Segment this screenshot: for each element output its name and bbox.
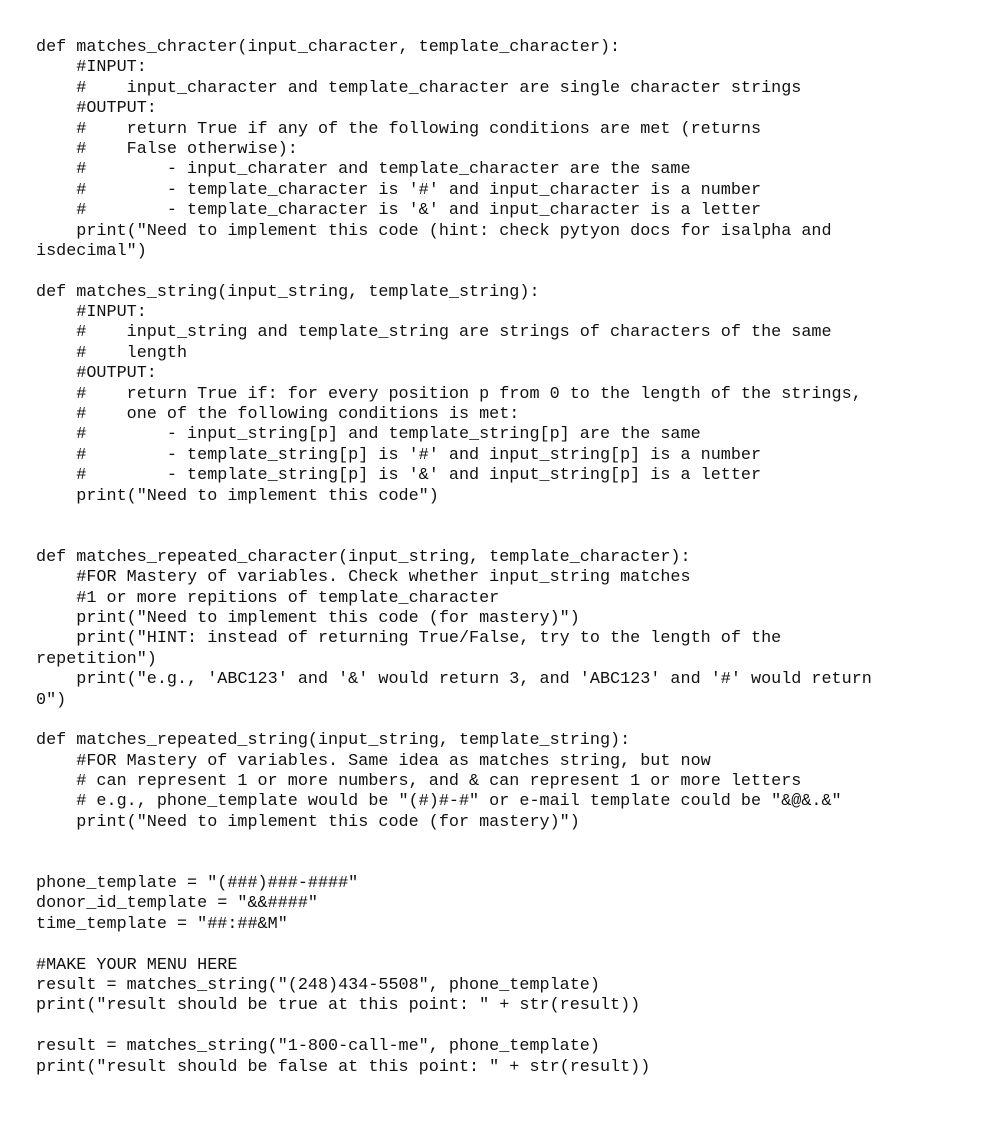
code-line: #OUTPUT: xyxy=(36,99,157,119)
code-line: print("Need to implement this code (for mastery)") xyxy=(36,608,580,628)
code-line: # - template_character is '&' and input_character is a letter xyxy=(36,201,762,221)
code-line: # can represent 1 or more numbers, and & can represent 1 or more letters xyxy=(36,772,802,792)
code-line: #MAKE YOUR MENU HERE xyxy=(36,955,238,975)
code-line xyxy=(36,527,872,547)
code-line: print("Need to implement this code (hint: check pytyon docs for isalpha and xyxy=(36,221,832,241)
code-line: time_template = "##:##&M" xyxy=(36,914,288,934)
code-line: print("HINT: instead of returning True/False, try to the length of the xyxy=(36,629,782,649)
code-line: #OUTPUT: xyxy=(36,364,157,384)
code-line: # e.g., phone_template would be "(#)#-#" or e-mail template could be "&@&.&" xyxy=(36,792,842,812)
code-line: # input_character and template_character are single character strings xyxy=(36,78,802,98)
code-line xyxy=(36,262,872,282)
code-line: def matches_repeated_character(input_string, template_character): xyxy=(36,547,691,567)
code-line: # - template_string[p] is '#' and input_string[p] is a number xyxy=(36,445,762,465)
code-line: print("Need to implement this code") xyxy=(36,486,439,506)
code-line: # input_string and template_string are strings of characters of the same xyxy=(36,323,832,343)
code-line: # - template_character is '#' and input_character is a number xyxy=(36,180,762,200)
code-line: # return True if: for every position p from 0 to the length of the strings, xyxy=(36,384,862,404)
code-line: def matches_string(input_string, template_string): xyxy=(36,282,540,302)
code-line: 0") xyxy=(36,690,67,710)
code-line: def matches_repeated_string(input_string, template_string): xyxy=(36,731,631,751)
code-line: # - input_charater and template_character are the same xyxy=(36,160,691,180)
code-line: #FOR Mastery of variables. Same idea as matches string, but now xyxy=(36,751,711,771)
code-line xyxy=(36,935,872,955)
code-line: result = matches_string("(248)434-5508", phone_template) xyxy=(36,975,600,995)
code-line: isdecimal") xyxy=(36,241,147,261)
code-line xyxy=(36,1017,872,1037)
code-line: print("Need to implement this code (for mastery)") xyxy=(36,812,580,832)
code-line: #INPUT: xyxy=(36,58,147,78)
code-line: # return True if any of the following conditions are met (returns xyxy=(36,119,762,139)
code-line: phone_template = "(###)###-####" xyxy=(36,874,359,894)
code-line: # - template_string[p] is '&' and input_string[p] is a letter xyxy=(36,466,762,486)
code-line: print("result should be true at this point: " + str(result)) xyxy=(36,996,641,1016)
code-line: # - input_string[p] and template_string[p] are the same xyxy=(36,425,701,445)
code-line: # length xyxy=(36,343,188,363)
code-line: #FOR Mastery of variables. Check whether input_string matches xyxy=(36,568,691,588)
code-line: print("e.g., 'ABC123' and '&' would return 3, and 'ABC123' and '#' would return xyxy=(36,670,872,690)
code-line: donor_id_template = "&&####" xyxy=(36,894,318,914)
code-line: #1 or more repitions of template_character xyxy=(36,588,500,608)
code-line xyxy=(36,833,872,853)
code-line: def matches_chracter(input_character, template_character): xyxy=(36,38,621,57)
code-line: # False otherwise): xyxy=(36,139,298,159)
code-listing xyxy=(36,38,872,1078)
code-line xyxy=(36,507,872,527)
code-line: result = matches_string("1-800-call-me", phone_template) xyxy=(36,1037,600,1057)
code-line: #INPUT: xyxy=(36,303,147,323)
code-line: print("result should be false at this point: " + str(result)) xyxy=(36,1057,651,1077)
code-line: # one of the following conditions is met: xyxy=(36,405,520,425)
code-line xyxy=(36,711,872,731)
code-line xyxy=(36,854,872,874)
code-line: repetition") xyxy=(36,649,157,669)
